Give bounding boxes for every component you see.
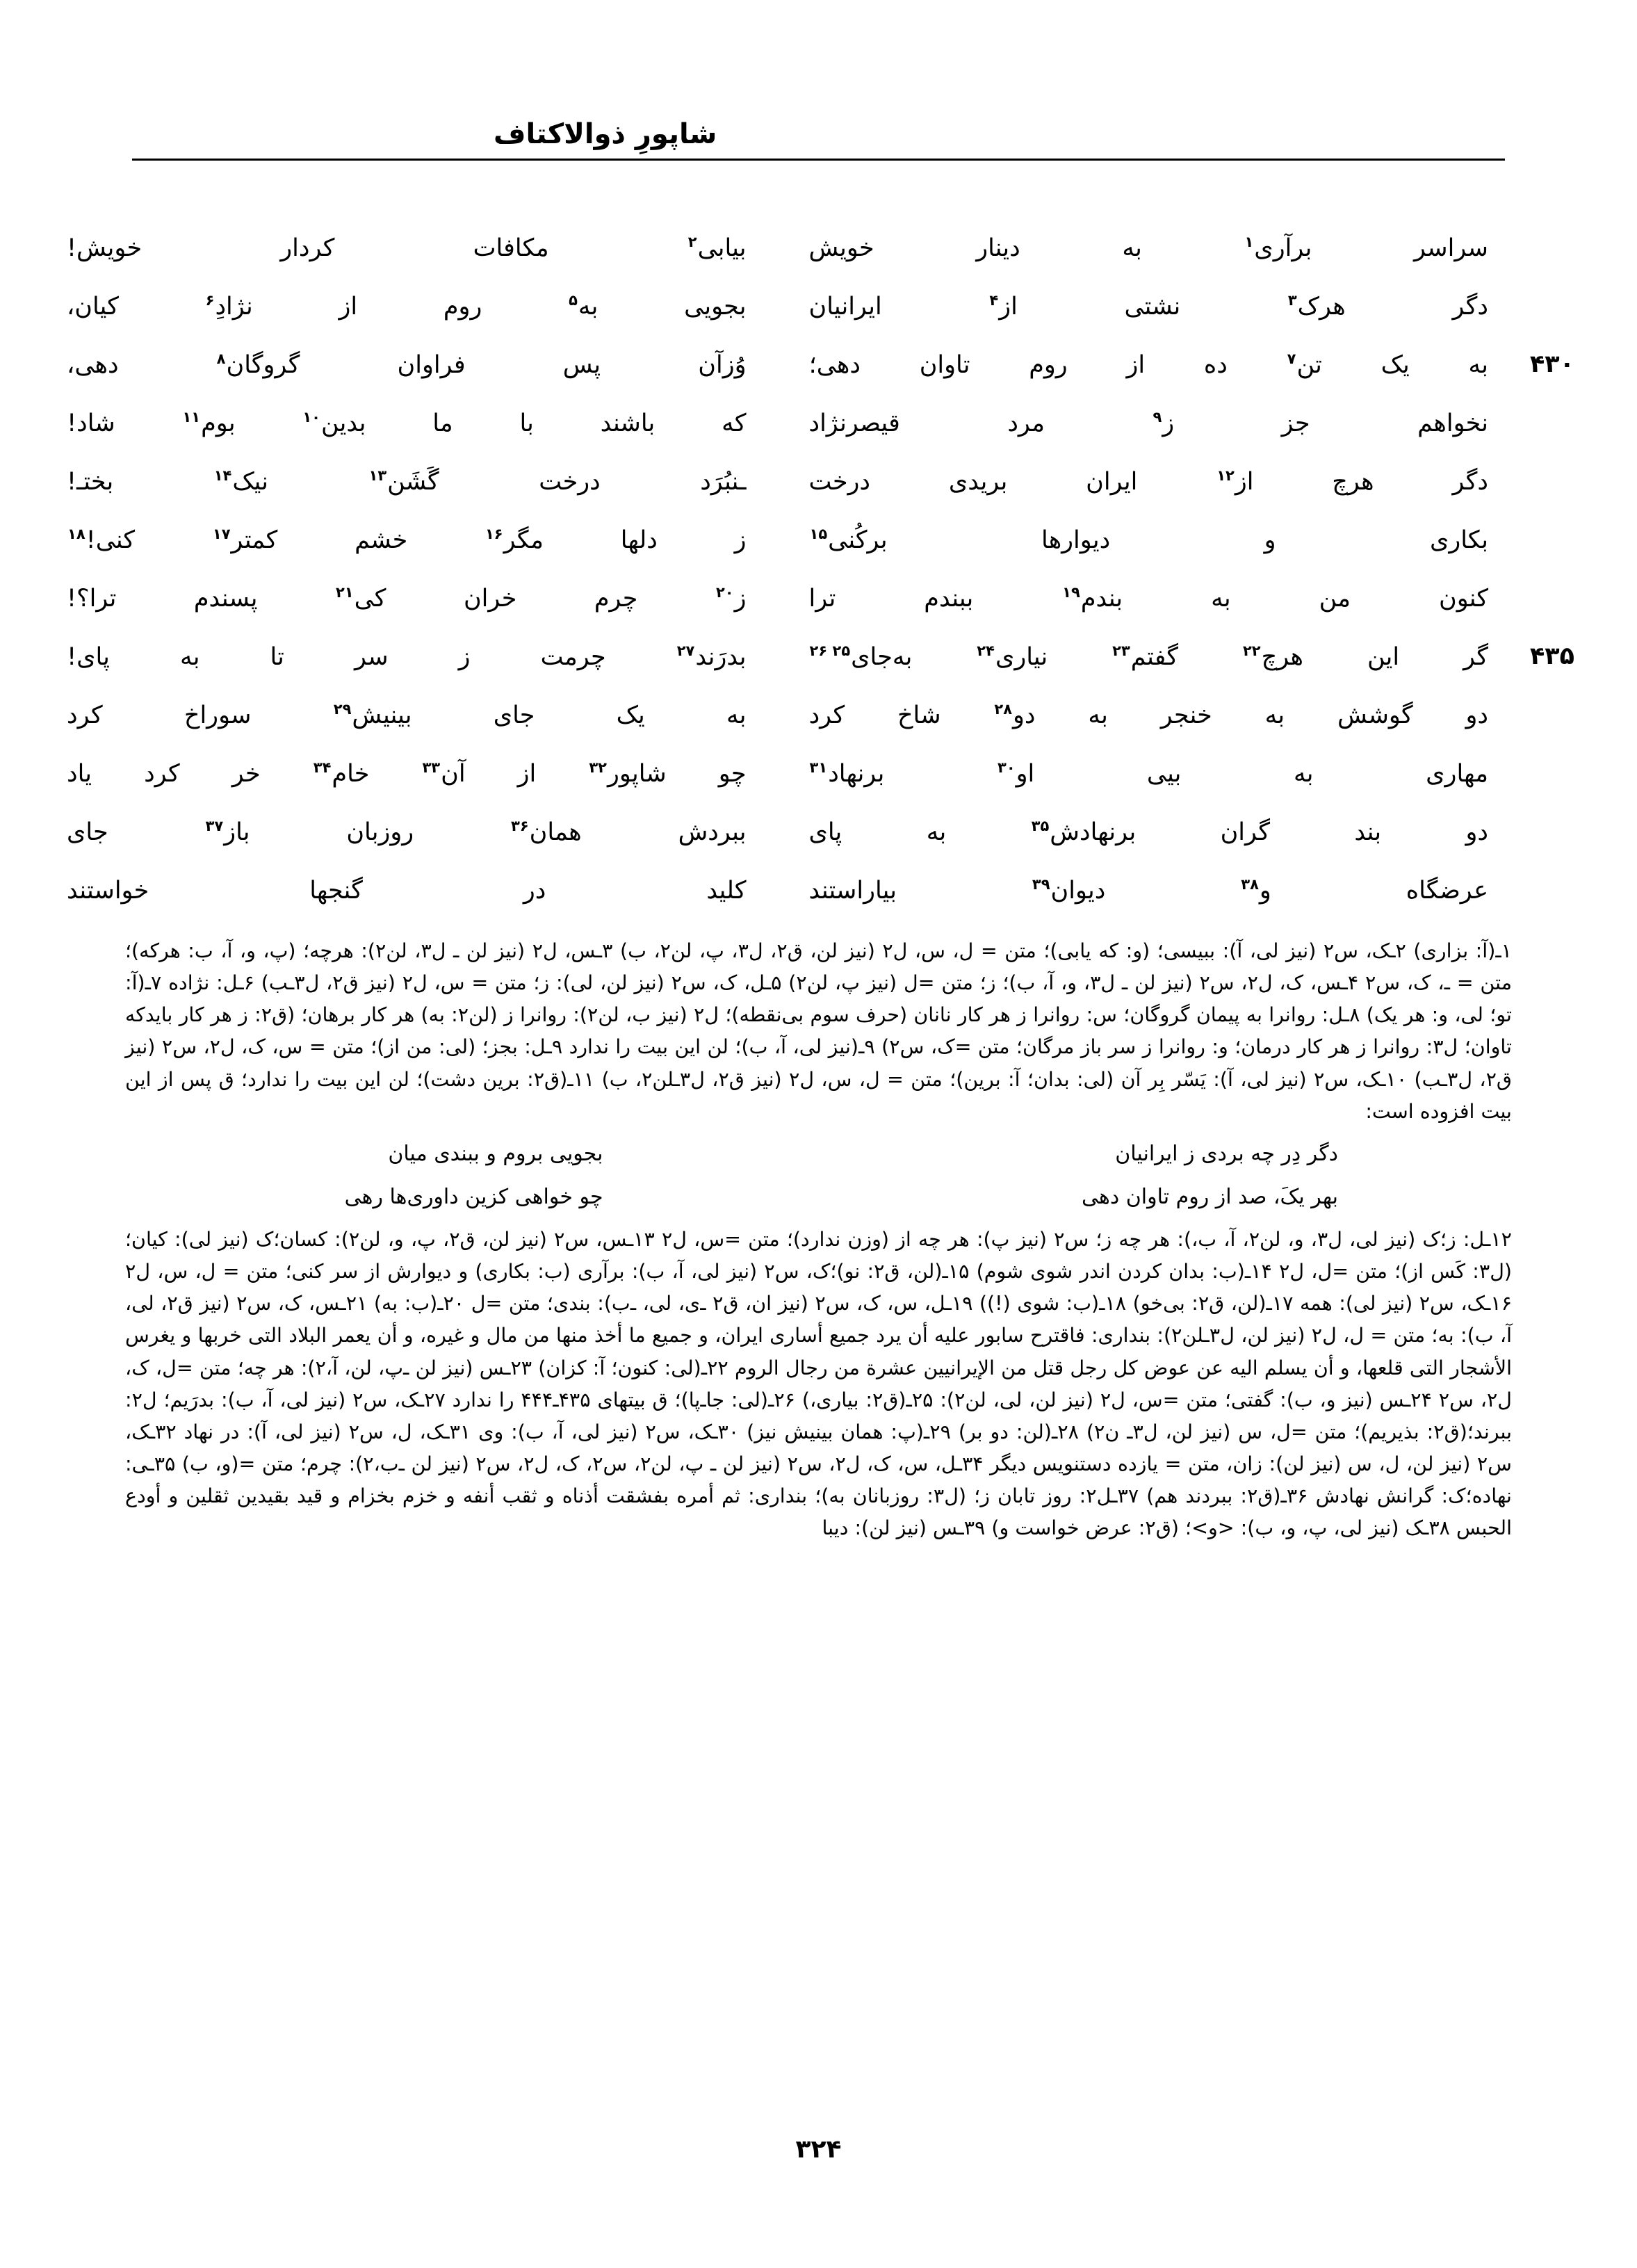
- verse-word: به: [1088, 702, 1108, 729]
- verse-word: دگر: [1452, 468, 1488, 496]
- verse-couplet: [67, 346, 1574, 387]
- verse-word: خویش: [808, 234, 874, 262]
- verse-word: بیی: [1146, 760, 1182, 788]
- verse-word: دو: [1465, 818, 1488, 846]
- verse-word: گران: [1220, 818, 1270, 846]
- verse-word: کرد: [67, 702, 103, 729]
- footnote-marker: ۲۲: [1242, 642, 1261, 660]
- hemistich-right: [767, 463, 1499, 501]
- verse-word: دیوارها: [1041, 526, 1111, 554]
- verse-word: درخت: [539, 468, 601, 496]
- verse-word: کردار: [280, 234, 335, 262]
- footnote-marker: ۴: [989, 292, 999, 309]
- verse-word: گوشش: [1337, 702, 1413, 729]
- hemistich-left: [57, 755, 767, 793]
- verse-word: بریدی: [948, 468, 1008, 496]
- verse-word: ز: [458, 643, 471, 671]
- verse-word: برنهاد$^{۳۱}$: [809, 759, 885, 788]
- verse-couplet: [67, 463, 1498, 503]
- verse-word: روزبان: [346, 818, 414, 846]
- verse-word: بوم$^{۱۱}$: [182, 409, 236, 437]
- verse-word: دهی؛: [808, 351, 861, 379]
- footnote-marker: ۲۹: [333, 701, 352, 718]
- verse-word: باشند: [600, 410, 655, 437]
- footnote-marker: ۲۰: [715, 584, 734, 601]
- verse-couplet: [67, 872, 1498, 912]
- apparatus-verse-couplet: [125, 1181, 1512, 1214]
- verse-word: هرچ: [1332, 468, 1374, 496]
- verse-word: بدین$^{۱۰}$: [302, 409, 366, 437]
- verse-word: روم: [443, 293, 482, 321]
- hemistich-right: [767, 405, 1499, 442]
- footnote-marker: ۳: [1287, 292, 1297, 309]
- running-head: [132, 118, 1505, 161]
- verse-word: بیابی$^۲$: [687, 234, 747, 262]
- footnote-marker: ۲۸: [994, 701, 1013, 718]
- verse-word: جای: [67, 818, 108, 846]
- hemistich-right: [767, 288, 1499, 325]
- verse-word: گنجها: [309, 877, 363, 905]
- verse-word: پس: [562, 351, 601, 379]
- footnote-marker: ۳۲: [589, 759, 607, 777]
- hemistich-right: [767, 755, 1499, 793]
- verse-couplet: [67, 229, 1498, 270]
- verse-word: ـنبُرَد: [700, 468, 747, 496]
- verse-word: و$^{۳۸}$: [1241, 876, 1271, 905]
- verse-couplet: [67, 813, 1498, 854]
- apparatus-hemistich-left: بجویی بروم و ببندی میان: [388, 1141, 603, 1166]
- verse-word: برآری$^۱$: [1244, 234, 1312, 262]
- verse-word: ببردش: [678, 818, 747, 846]
- verse-word: هرک$^۳$: [1287, 292, 1346, 321]
- verse-word: پای!: [67, 643, 110, 671]
- verse-couplet: [67, 697, 1498, 737]
- verse-word: آن$^{۳۳}$: [422, 759, 466, 788]
- verse-word: کلید: [706, 877, 747, 905]
- verse-word: به: [1122, 234, 1142, 262]
- apparatus-part-2: ۱۲ـل: ز؛ک (نیز لی، ل۳، و، لن۲، آ، ب،): هر چه ز؛ س۲ (نیز پ): هر چه از (وزن ندارد)؛ متن =س، ل۲ ۱۳ـس، س۲ (نیز لن، ق۲، پ، و، لن۲): کسان؛ک (نیز لی): کیان؛ (ل۳: کَس از)؛ متن =ل، ل۲ ۱۴ـ(ب: بدان کردن اندر شوی شوم) ۱۵ـ(لن، ق۲: نو)؛ک، س۲ (نیز لی، آ، ب): برآری (ب: بکاری) و دیوارش از سر کنی؛ متن = ل، س، ل۲ ۱۶ـک، س۲ (نیز لی): همه ۱۷ـ(لن، ق۲: بی‌خو) ۱۸ـ(ب: شوی (!)) ۱۹ـل، س، ک، س۲ (نیز ان، ق۲ ـ‌ی، لی، ـ‌ب): بندی؛ متن =ل ۲۰ـ(ب: به) ۲۱ـس، ک، س۲ (نیز ق۲، لی، آ، ب): به؛ متن = ل، ل۲ (نیز لن، ل۳ـلن۲): بنداری: فاقترح سابور علیه أن یرد جمیع أساری ایران، و جمیع ما أخذ منها من مال و غیره، و أن یعمر البلاد التی خربها و یغرس الأشجار التی قلعها، و أن یسلم الیه عن عوض کل رجل قتل من الإیرانیین عشرة من رجال الروم ۲۲ـ(لی: کنون؛ آ: کزان) ۲۳ـس (نیز لن ـ‌پ، لن، آ،۲): هر چه؛ متن =ل، ک، ل۲، س۲ ۲۴ـس (نیز و، ب): گفتی؛ متن =س، ل۲ (نیز لن، لی، لن۲): ۲۵ـ(ق۲: بیاری،) ۲۶ـ(لی: جا‌ـ‌پا)؛ ق بیتهای ۴۳۵ـ۴۴۴ را ندارد ۲۷ـک، س۲ (نیز لی، آ، ب): بدرَیم؛ ل۲: ببرند؛(ق۲: بذیریم)؛ متن =ل، س (نیز لن، ل۳ـ ن۲) ۲۸ـ(لن: دو بر) ۲۹ـ(پ: همان بینیش نیز) ۳۰ـک، س۲ (نیز لی، آ، ب): وی ۳۱ـک، ل، س۲ (نیز لی، آ): در نهاد ۳۲ـک، س۲ (نیز لن، ل، س (نیز لن): زان، متن = یازده دستنویس دیگر ۳۴ـل، س، ک، ل۲، س۲ (نیز لن ـ پ، لن۲، س۲، ک، ل۲، س۲ (نیز لن ـ‌ب،۲): چرم؛ متن =(و، ب) ۳۵ـی: نهاده؛ک: گرانش نهادش ۳۶ـ(ق۲: ببردند هم) ۳۷ـل۲: روز تابان ز؛ (ل۳: روزبانان به)؛ بنداری: ثم أمره بفشقت أذناه و ثقب أنفه و خزم بخزام و قید بقیدین ثقلین و أودع الحبس ۳۸ـک (نیز لی، پ، و، ب): <و>؛ (ق۲: عرض خواست و) ۳۹ـس (نیز لن): دیبا: [125, 1227, 1513, 1540]
- verse-word: یک: [616, 702, 645, 729]
- verse-word: من: [1319, 585, 1351, 613]
- verse-word: بجویی: [684, 293, 747, 321]
- verse-word: یاد: [67, 760, 92, 788]
- verse-couplet: [67, 580, 1498, 620]
- verse-word: دگر: [1452, 293, 1488, 321]
- verse-word: تن$^۷$: [1287, 350, 1322, 379]
- hemistich-right: [767, 229, 1499, 267]
- verse-word: قیصرنژاد: [808, 410, 900, 437]
- verse-word: ترا؟!: [67, 585, 117, 613]
- verse-word: که: [722, 410, 747, 437]
- verse-word: این: [1367, 643, 1400, 671]
- verse-word: ز$^{۲۰}$: [715, 584, 747, 613]
- verse-word: بینیش$^{۲۹}$: [333, 701, 412, 729]
- verse-number: ۴۳۵: [1529, 642, 1574, 670]
- verse-word: دیوان$^{۳۹}$: [1032, 876, 1106, 905]
- verse-number: ۴۳۰: [1529, 350, 1574, 378]
- verse-word: عرضگاه: [1406, 877, 1488, 905]
- footnote-marker: ۲۴: [977, 642, 995, 660]
- verse-word: نیک$^{۱۴}$: [213, 467, 268, 496]
- footnote-marker: ۹: [1153, 409, 1162, 426]
- verse-word: بدرَند$^{۲۷}$: [676, 642, 747, 671]
- verse-word: شاپور$^{۳۲}$: [589, 759, 667, 788]
- verse-word: خر: [231, 760, 261, 788]
- verse-word: بندم$^{۱۹}$: [1062, 584, 1123, 613]
- verse-word: شاخ: [897, 702, 941, 729]
- apparatus-part-1: ۱ـ(آ: بزاری) ۲ـک، س۲ (نیز لی، آ): ببیسی؛ (و: که یابی)؛ متن = ل، س، ل۲ (نیز لن، ق۲، ل۳، پ، لن۲، ب) ۳ـس، ل۲ (نیز لن ـ ل۳، لن۲): هرچه؛ (پ، و، آ، ب: هرکه)؛ متن = ـ، ک، س۲ ۴ـس، ک، ل۲، س۲ (نیز لن ـ ل۳، و، آ، ب)؛ ز؛ متن =ل (نیز پ، لن۲) ۵ـل، ک، س۲ (نیز لن، لی): ز؛ متن = س، ل۲ (نیز ق۲، ل۳ـب) ۶ـل: نژاده ۷ـ(آ: تو؛ لی، و: هر یک) ۸ـل: روانرا به پیمان گروگان؛ س: روانرا ز هر کار نانان (حرف سوم بی‌نقطه)؛ ل۲ (نیز ب، لن۲): روانرا ز (لن۲: به) هر کار برهان؛ (ق۲: ز هر کار بایدکه تاوان؛ ل۳: روانرا ز هر کار درمان؛ و: روانرا ز سر باز مرگان؛ متن =ک، س۲) ۹ـ(نیز لی، آ، ب)؛ لن این بیت را ندارد ۹ـل: بجز؛ (لی: من از)؛ متن = س، ک، ل۲، س۲ (نیز ق۲، ل۳ـب) ۱۰ـک، س۲ (نیز لی، آ): یَسّر بِر آن (لی: بدان؛ آ: برین)؛ متن = ل، س، ل۲ (نیز ق۲، ل۳ـلن۲، ب) ۱۱ـ(ق۲: برین دشت)؛ لن این بیت را ندارد؛ ق پس از این بیت افزوده است:: [125, 939, 1513, 1123]
- verse-word: تاوان: [919, 351, 970, 379]
- footnote-marker: ۳۵: [1031, 818, 1050, 835]
- hemistich-left: [57, 638, 767, 676]
- verse-word: در: [523, 877, 546, 905]
- verse-word: سراسر: [1414, 234, 1488, 262]
- footnote-marker: ۱۲: [1216, 467, 1235, 485]
- verse-word: دهی،: [67, 351, 119, 379]
- verse-word: بکاری: [1429, 526, 1488, 554]
- verse-word: به: [179, 643, 200, 671]
- verse-word: خام$^{۳۴}$: [313, 759, 370, 788]
- footnote-marker: ۲۱: [335, 584, 354, 601]
- verse-word: تا: [270, 643, 284, 671]
- footnote-marker: ۵: [569, 292, 578, 309]
- footnote-marker: ۱۶: [484, 526, 503, 543]
- footnote-marker: ۱۴: [213, 467, 232, 485]
- footnote-marker: ۳۹: [1032, 876, 1050, 893]
- verse-word: چرم: [594, 585, 638, 613]
- verse-word: نژادِ$^۶$: [205, 292, 253, 321]
- hemistich-right: [767, 697, 1499, 734]
- verse-word: وُزآن: [698, 351, 747, 379]
- footnote-marker: ۱۱: [182, 409, 201, 426]
- verse-word: از$^{۱۲}$: [1216, 467, 1254, 496]
- verse-word: گروگان$^۸$: [216, 350, 300, 379]
- verse-word: مهاری: [1426, 760, 1488, 788]
- hemistich-left: [57, 521, 767, 559]
- verse-word: از: [517, 760, 537, 788]
- footnote-marker: ۳۰: [997, 759, 1016, 777]
- footnote-marker: ۳۷: [205, 818, 224, 835]
- verse-word: به: [1264, 702, 1285, 729]
- verse-word: پسندم: [193, 585, 258, 613]
- verse-couplet: [67, 755, 1498, 795]
- hemistich-left: [57, 580, 767, 617]
- verse-word: بند: [1354, 818, 1382, 846]
- verse-word: دلها: [620, 526, 658, 554]
- verse-word: به: [1468, 351, 1488, 379]
- hemistich-left: [57, 288, 767, 325]
- footnote-marker: ۱۹: [1062, 584, 1080, 601]
- verse-word: ایران: [1086, 468, 1138, 496]
- verse-word: کرد: [144, 760, 180, 788]
- hemistich-left: [57, 463, 767, 501]
- footnote-marker: ۳۸: [1241, 876, 1259, 893]
- page-number: ۳۲۴: [795, 2135, 842, 2164]
- verse-word: ده: [1203, 351, 1228, 379]
- verse-word: از: [1126, 351, 1146, 379]
- verse-word: دینار: [976, 234, 1020, 262]
- verse-couplet: [67, 405, 1498, 445]
- verse-word: همان$^{۳۶}$: [511, 818, 582, 846]
- footnote-marker: ۲۵ ۲۶: [809, 642, 851, 660]
- apparatus-verse-couplet: [125, 1137, 1512, 1171]
- verse-word: از$^۴$: [989, 292, 1018, 321]
- verse-word: کرد: [808, 702, 845, 729]
- verse-word: برنهادش$^{۳۵}$: [1031, 818, 1137, 846]
- footnote-marker: ۱۷: [212, 526, 231, 543]
- verse-word: از: [339, 293, 358, 321]
- verse-word: گفتم$^{۲۳}$: [1112, 642, 1179, 671]
- header-rule: [132, 159, 1505, 161]
- verse-word: شاد!: [67, 410, 115, 437]
- verse-couplet: [67, 288, 1498, 328]
- verse-word: جز: [1281, 410, 1310, 437]
- footnote-marker: ۱۸: [67, 526, 85, 543]
- verse-word: خنجر: [1160, 702, 1212, 729]
- verse-word: ما: [432, 410, 453, 437]
- hemistich-left: [57, 813, 767, 851]
- verse-word: سوراخ: [184, 702, 252, 729]
- verse-word: دو: [1465, 702, 1488, 729]
- apparatus-hemistich-left: چو خواهی کزین داوری‌ها رهی: [344, 1184, 603, 1209]
- footnote-marker: ۱۵: [809, 526, 828, 543]
- footnote-marker: ۱۳: [368, 467, 387, 485]
- footnote-marker: ۶: [205, 292, 215, 309]
- verse-word: به‌جای$^{۲۵ ۲۶}$: [809, 642, 913, 671]
- verse-word: پای: [808, 818, 842, 846]
- verse-word: یک: [1381, 351, 1410, 379]
- footnote-marker: ۳۳: [422, 759, 441, 777]
- hemistich-right: [767, 813, 1499, 851]
- verse-word: به$^۵$: [569, 292, 598, 321]
- footnote-marker: ۲: [687, 234, 697, 251]
- apparatus-hemistich-right: بهر یکَ، صد از روم تاوان دهی: [1082, 1184, 1338, 1209]
- verse-word: گَشَن$^{۱۳}$: [368, 467, 439, 496]
- verse-word: فراوان: [397, 351, 466, 379]
- verse-word: به: [1294, 760, 1314, 788]
- verse-word: بیاراستند: [808, 877, 897, 905]
- verse-word: مکافات: [473, 234, 549, 262]
- hemistich-left: [57, 405, 767, 442]
- footnote-marker: ۷: [1287, 350, 1296, 368]
- footnote-marker: ۳۱: [809, 759, 828, 777]
- verse-word: خشم: [355, 526, 408, 554]
- verse-word: هرچ$^{۲۲}$: [1242, 642, 1303, 671]
- verse-word: خویش!: [67, 234, 142, 262]
- verse-word: به: [926, 818, 947, 846]
- apparatus-inset-verses: [125, 1137, 1512, 1214]
- verse-word: ببندم: [924, 585, 974, 613]
- hemistich-right: [767, 346, 1499, 384]
- footnote-marker: ۱: [1244, 234, 1254, 251]
- chapter-title: شاپورِ ذوالاکتاف: [494, 118, 717, 150]
- verse-block: [67, 229, 1574, 930]
- verse-word: باز$^{۳۷}$: [205, 818, 250, 846]
- hemistich-right: [767, 580, 1499, 617]
- verse-word: جای: [493, 702, 535, 729]
- verse-word: ترا: [808, 585, 836, 613]
- apparatus-hemistich-right: دگر دِر چه بردی ز ایرانیان: [1115, 1141, 1338, 1166]
- verse-word: نشتی: [1124, 293, 1181, 321]
- verse-word: نیاری$^{۲۴}$: [977, 642, 1048, 671]
- verse-word: کیان،: [67, 293, 119, 321]
- verse-couplet: [67, 521, 1498, 562]
- verse-word: ایرانیان: [808, 293, 882, 321]
- verse-couplet: [67, 638, 1574, 679]
- footnote-marker: ۸: [216, 350, 226, 368]
- verse-word: مرد: [1007, 410, 1045, 437]
- hemistich-left: [57, 697, 767, 734]
- footnote-marker: ۳۶: [511, 818, 529, 835]
- verse-word: دو$^{۲۸}$: [994, 701, 1036, 729]
- verse-word: سر: [354, 643, 389, 671]
- verse-word: مگر$^{۱۶}$: [484, 526, 544, 554]
- verse-word: او$^{۳۰}$: [997, 759, 1035, 788]
- hemistich-left: [57, 346, 767, 384]
- verse-word: برکُنی$^{۱۵}$: [809, 526, 888, 554]
- verse-word: درخت: [808, 468, 871, 496]
- verse-word: چرمت: [540, 643, 606, 671]
- verse-word: چو: [718, 760, 747, 788]
- hemistich-right: [767, 521, 1499, 559]
- verse-word: گر: [1463, 643, 1488, 671]
- hemistich-right: [767, 638, 1499, 676]
- verse-word: با: [519, 410, 534, 437]
- footnote-marker: ۱۰: [302, 409, 320, 426]
- verse-word: و: [1264, 526, 1276, 554]
- footnote-marker: ۲۳: [1112, 642, 1130, 660]
- critical-apparatus: [125, 935, 1512, 1545]
- verse-word: کنون: [1438, 585, 1488, 613]
- hemistich-left: [57, 229, 767, 267]
- verse-word: نخواهم: [1417, 410, 1488, 437]
- verse-word: کنی!$^{۱۸}$: [67, 526, 136, 554]
- verse-word: خواستند: [67, 877, 149, 905]
- footnote-marker: ۳۴: [313, 759, 332, 777]
- verse-word: خران: [463, 585, 517, 613]
- verse-word: کمتر$^{۱۷}$: [212, 526, 278, 554]
- verse-word: کی$^{۲۱}$: [335, 584, 386, 613]
- verse-word: به: [1211, 585, 1231, 613]
- verse-word: بختـ!: [67, 468, 114, 496]
- verse-word: ز: [734, 526, 747, 554]
- verse-word: روم: [1029, 351, 1068, 379]
- hemistich-left: [57, 872, 767, 909]
- hemistich-right: [767, 872, 1499, 909]
- verse-word: به: [726, 702, 747, 729]
- verse-word: ز$^۹$: [1153, 409, 1175, 437]
- footnote-marker: ۲۷: [676, 642, 695, 660]
